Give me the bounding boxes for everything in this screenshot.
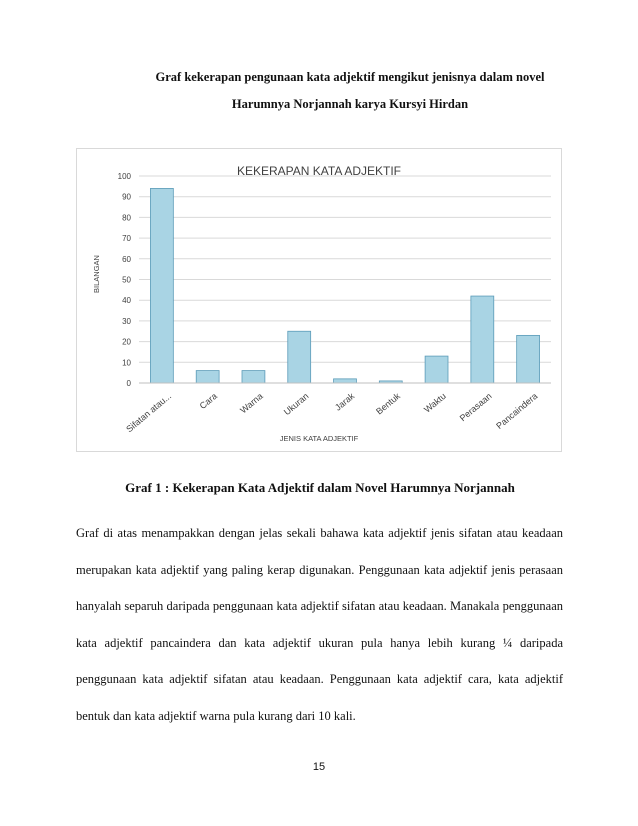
x-axis-label: JENIS KATA ADJEKTIF (279, 434, 359, 443)
y-tick-label: 10 (122, 358, 131, 368)
x-tick-label: Bentuk (374, 390, 403, 417)
paragraph-text: Graf di atas menampakkan dengan jelas sekali bahawa kata adjektif jenis sifatan atau keadaan merupakan kata adjektif yang paling kerap digunakan. Penggunaan kata adjektif jenis perasaan hanyalah separuh daripada penggunaan kata adjektif sifatan atau keadaan. Manakala penggunaan kata adjektif pancaindera dan kata adjektif ukuran pula hanya lebih kurang ¼ daripada penggunaan kata adjektif sifatan atau keadaan. Penggunaan kata adjektif cara, kata adjektif bentuk dan kata adjektif warna pula kurang dari 10 kali. (76, 526, 563, 723)
bar (196, 371, 219, 383)
bar (242, 371, 265, 383)
x-tick-label: Jarak (332, 390, 357, 413)
y-tick-label: 100 (117, 172, 131, 181)
bar (425, 356, 448, 383)
bar (288, 331, 311, 383)
y-tick-label: 40 (122, 296, 131, 306)
y-tick-label: 80 (122, 213, 131, 223)
y-tick-label: 70 (122, 234, 131, 244)
chart (76, 148, 562, 452)
heading-line-2: Harumnya Norjannah karya Kursyi Hirdan (231, 97, 469, 111)
x-tick-label: Warna (238, 390, 265, 416)
x-tick-label: Ukuran (281, 390, 311, 418)
chart-title: KEKERAPAN KATA ADJEKTIF (236, 164, 402, 178)
bar (517, 335, 540, 383)
y-tick-label: 20 (122, 337, 131, 347)
bar (471, 296, 494, 383)
x-tick-label: Perasaan (457, 390, 494, 424)
y-tick-label: 60 (122, 254, 131, 264)
y-tick-label: 0 (126, 379, 131, 388)
page-number: 15 (312, 761, 326, 773)
bar (150, 188, 173, 383)
bar (334, 379, 357, 383)
y-tick-label: 50 (122, 275, 131, 285)
x-tick-label: Cara (197, 390, 219, 412)
y-axis-label: BILANGAN (92, 255, 101, 293)
x-tick-label: Pancaindera (494, 390, 540, 432)
y-tick-label: 30 (122, 316, 131, 326)
figure-caption: Graf 1 : Kekerapan Kata Adjektif dalam Novel Harumnya Norjannah (125, 480, 515, 495)
body-paragraph (76, 515, 563, 734)
y-tick-label: 90 (122, 192, 131, 202)
x-tick-label: Sifatan atau... (124, 390, 174, 435)
bar-chart-svg (77, 149, 561, 451)
heading-line-1: Graf kekerapan pengunaan kata adjektif mengikut jenisnya dalam novel (155, 70, 545, 84)
x-tick-label: Waktu (422, 390, 448, 415)
